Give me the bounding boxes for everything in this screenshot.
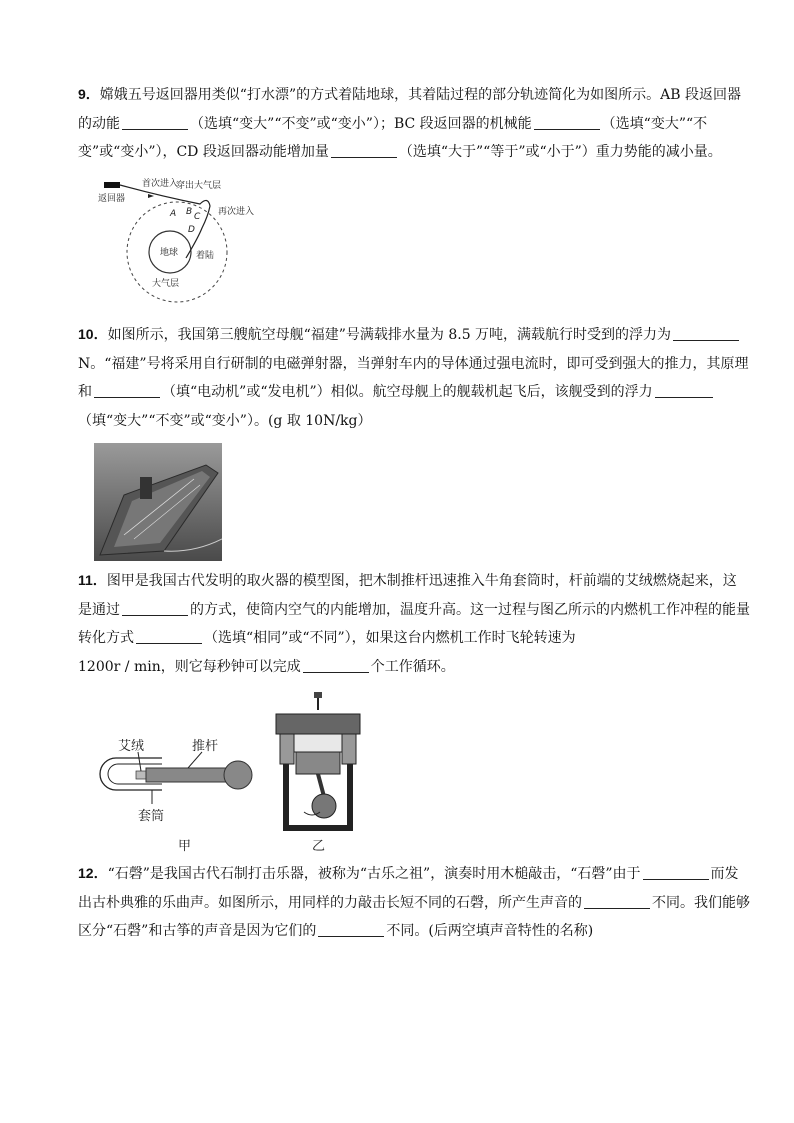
capsule-icon [104, 182, 120, 188]
answer-blank[interactable] [303, 657, 369, 673]
question-text: N。“福建”号将采用自行研制的电磁弹射器，当弹射车内的导体通过强电流时，即可受到强大的推力，其原理和 [78, 355, 749, 400]
label-first-entry: 首次进入 [142, 179, 179, 189]
question-number: 12． [78, 865, 108, 881]
label-figure-b: 乙 [312, 839, 326, 854]
question-text: （选填“相同”或“不同”），如果这台内燃机工作时飞轮转速为 [204, 630, 576, 646]
answer-blank[interactable] [318, 921, 384, 937]
answer-blank[interactable] [534, 114, 600, 130]
question-text: 而发出古朴典雅的乐曲声。如图所示，用同样的力敲击长短不同的石磬，所产生声音的 [78, 866, 739, 911]
label-moxa: 艾绒 [118, 739, 145, 754]
label-atmosphere: 大气层 [152, 279, 180, 289]
question-11 [78, 566, 750, 681]
fire-starter-diagram [92, 736, 282, 856]
answer-blank[interactable] [584, 893, 650, 909]
question-12 [78, 859, 750, 946]
flywheel-speed: 1200r / min [78, 658, 161, 675]
label-point-c: C [194, 212, 201, 222]
question-text: 图甲是我国古代发明的取火器的模型图，把木制推杆迅速推入牛角套筒时，杆前端的艾绒燃烧起来，这是通过 [78, 573, 737, 618]
question-number: 11． [78, 572, 107, 588]
question-text: （填“变大”“不变”或“变小”）。(g 取 10N/kg） [78, 412, 372, 429]
question-text: 不同。(后两空填声音特性的名称) [386, 923, 594, 939]
question-10 [78, 320, 750, 435]
answer-blank[interactable] [331, 142, 397, 158]
answer-blank[interactable] [136, 628, 202, 644]
reentry-trajectory-diagram [90, 176, 280, 306]
question-text: 如图所示，我国第三艘航空母舰“福建”号满载排水量为 8.5 万吨，满载航行时受到的浮力为 [107, 327, 672, 343]
label-re-entry: 再次进入 [218, 207, 255, 217]
label-point-a: A [170, 209, 177, 219]
label-exit-atmosphere: 穿出大气层 [176, 181, 222, 191]
answer-blank[interactable] [94, 382, 160, 398]
question-text: “石磬”是我国古代石制打击乐器，被称为“古乐之祖”，演奏时用木槌敲击，“石磬”由于 [107, 866, 641, 882]
question-text: （选填“大于”“等于”或“小于”）重力势能的减小量。 [398, 144, 722, 160]
label-sleeve: 套筒 [138, 809, 165, 824]
question-text: （填“电动机”或“发电机”）相似。航空母舰上的舰载机起飞后，该舰受到的浮力 [162, 384, 653, 400]
question-9 [78, 80, 750, 167]
label-figure-a: 甲 [178, 839, 192, 854]
question-text: 嫦娥五号返回器用类似“打水漂”的方式着陆地球，其着陆过程的部分轨迹简化为如图所示。AB 段返回器的动能 [78, 87, 741, 132]
label-landing: 着陆 [196, 251, 215, 261]
question-text: 个工作循环。 [370, 658, 455, 675]
question-text: （选填“变大”“不变”或“变小”），CD 段返回器动能增加量 [78, 115, 708, 160]
answer-blank[interactable] [673, 325, 739, 341]
question-number: 10． [78, 326, 108, 342]
label-push-rod: 推杆 [192, 739, 219, 754]
question-text: ，则它每秒钟可以完成 [160, 658, 301, 675]
answer-blank[interactable] [643, 864, 709, 880]
label-point-b: B [186, 207, 193, 217]
answer-blank[interactable] [655, 382, 713, 398]
question-number: 9． [78, 86, 100, 102]
answer-blank[interactable] [122, 114, 188, 130]
label-capsule: 返回器 [98, 194, 126, 204]
answer-blank[interactable] [122, 600, 188, 616]
question-text: 的方式，使筒内空气的内能增加，温度升高。这一过程与图乙所示的内燃机工作冲程的能量转化方式 [78, 601, 750, 646]
question-text: （选填“变大”“不变”或“变小”）；BC 段返回器的机械能 [190, 115, 532, 132]
moxa-icon [136, 771, 146, 779]
engine-cylinder-diagram [272, 690, 364, 856]
label-earth: 地球 [160, 248, 179, 258]
label-point-d: D [188, 225, 195, 235]
aircraft-carrier-photo [94, 443, 222, 561]
question-text: 不同。我们能够区分“石磬”和古筝的声音是因为它们的 [78, 894, 750, 939]
